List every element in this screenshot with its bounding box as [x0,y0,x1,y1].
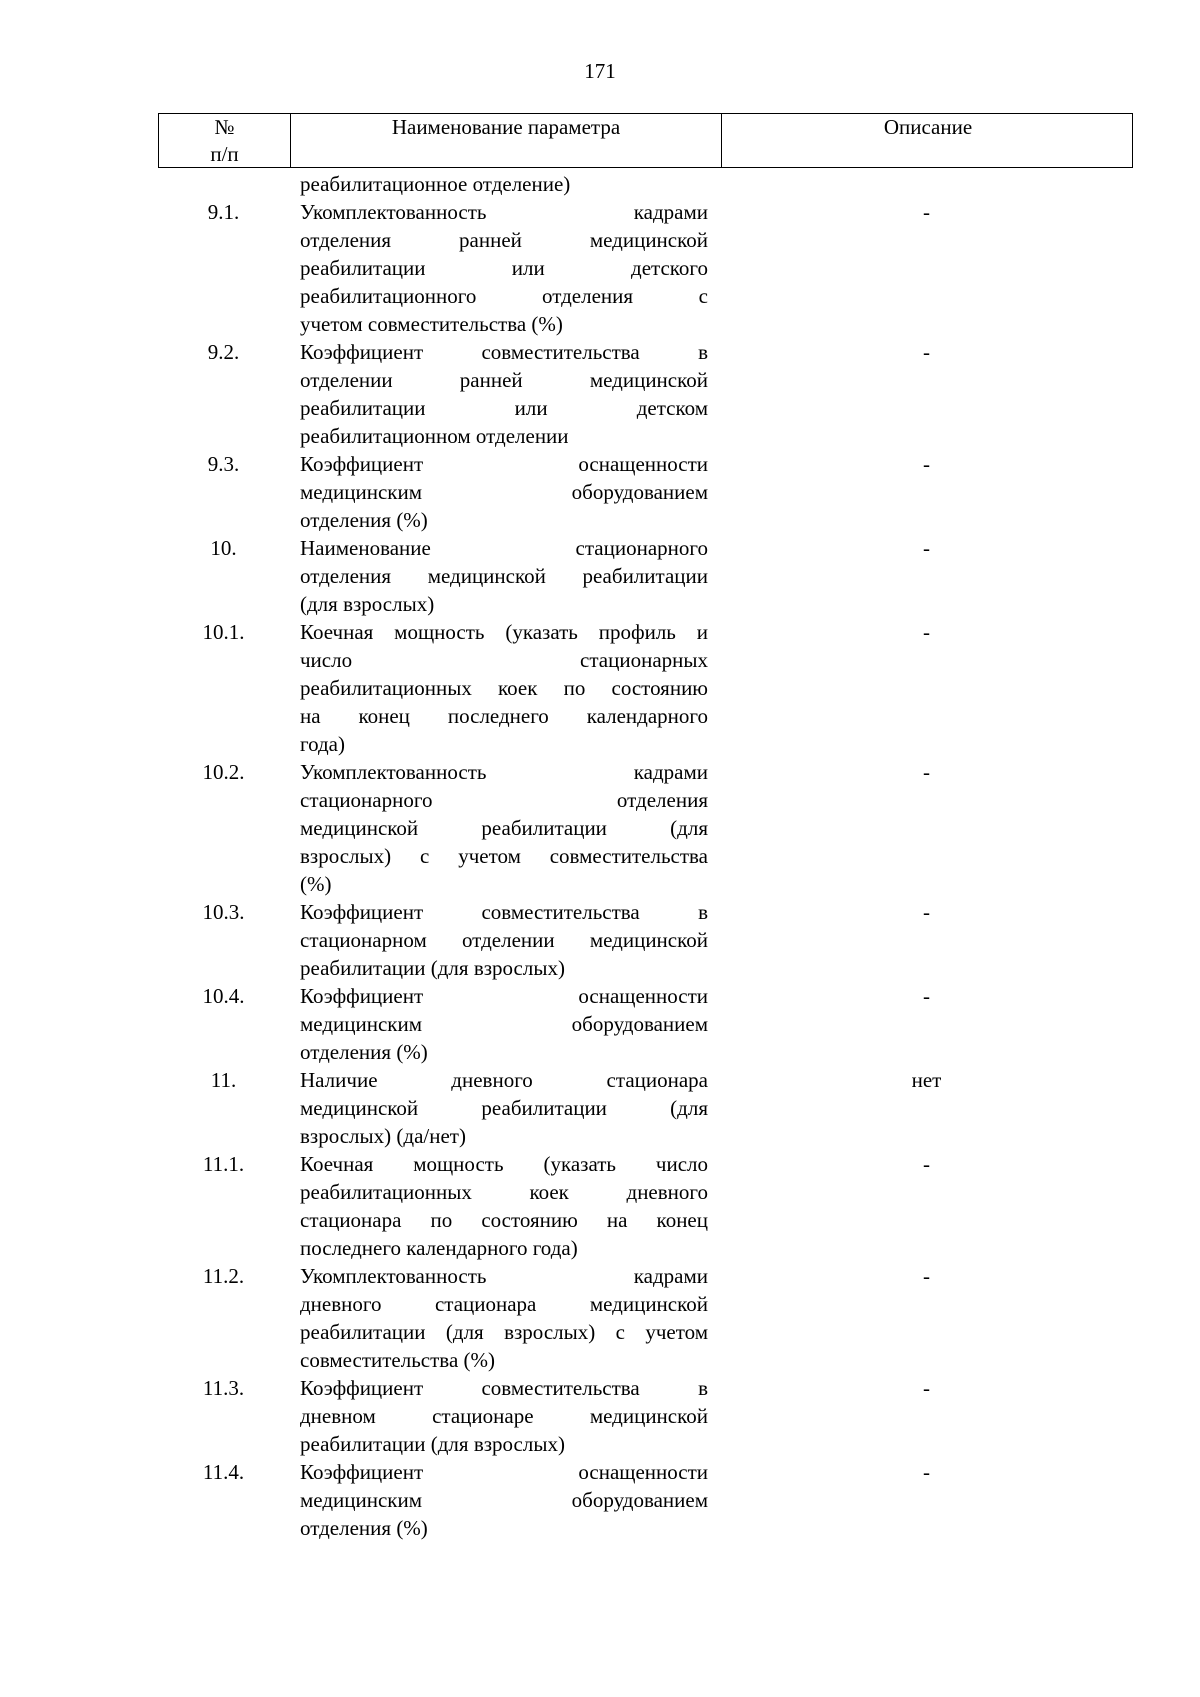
table-row [158,198,1133,338]
row-parameter-name [158,1374,708,1458]
row-description: - [923,1152,930,1176]
parameter-name-line: стационара по состоянию на конец [300,1208,708,1232]
row-parameter-name [158,1262,708,1374]
table-row [158,1150,1133,1262]
row-parameter-name [158,170,589,198]
parameter-name-line: отделения ранней медицинской [300,228,708,252]
parameter-name-line: совместительства (%) [300,1348,495,1372]
parameter-name-line: реабилитации или детском [300,396,708,420]
table-row [158,534,1133,618]
parameter-name-line: взрослых) (да/нет) [300,1124,466,1148]
row-parameter-name [158,982,708,1066]
table-row [158,618,1133,758]
row-description: - [923,536,930,560]
parameter-name-line: Коечная мощность (указать число [300,1152,708,1176]
row-number: 11.2. [202,1264,245,1288]
table-row [158,1066,1133,1150]
row-number: 10.3. [202,900,245,924]
row-description: - [923,984,930,1008]
row-description: - [923,1460,930,1484]
table-row [158,758,1133,898]
table-body [158,170,1133,1542]
parameter-name-line: дневном стационаре медицинской [300,1404,708,1428]
table-row [158,982,1133,1066]
parameter-name-line: Укомплектованность кадрами [300,760,708,784]
parameter-name-line: реабилитационных коек по состоянию [300,676,708,700]
parameter-name-line: медицинским оборудованием [300,1488,708,1512]
row-parameter-name [158,534,708,618]
row-description: - [923,1264,930,1288]
parameter-name-line: (%) [300,872,332,896]
parameter-name-line: реабилитации (для взрослых) [300,956,565,980]
row-parameter-name [158,898,708,982]
parameter-name-line: отделения (%) [300,508,428,532]
row-description [720,170,1133,198]
parameter-name-line: отделения (%) [300,1040,428,1064]
parameter-name-line: реабилитационное отделение) [300,172,571,196]
row-number: 10. [210,536,237,560]
parameter-name-line: реабилитационных коек дневного [300,1180,708,1204]
row-parameter-name [158,1066,708,1150]
header-number-symbol: № [214,115,235,139]
row-number: 10.1. [202,620,245,644]
parameter-name-line: реабилитационном отделении [300,424,569,448]
row-parameter-name [158,198,708,338]
parameter-name-line: Укомплектованность кадрами [300,1264,708,1288]
parameter-name-line: медицинским оборудованием [300,480,708,504]
row-parameter-name [158,758,708,898]
table-row [158,898,1133,982]
table-header [158,113,1133,168]
parameter-name-line: число стационарных [300,648,708,672]
parameter-name-line: стационарного отделения [300,788,708,812]
row-number: 10.2. [202,760,245,784]
parameter-name-line: отделения медицинской реабилитации [300,564,708,588]
parameter-name-line: Наличие дневного стационара [300,1068,708,1092]
header-number-abbrev: п/п [210,142,239,166]
page-number: 171 [584,59,616,83]
table-row [158,1374,1133,1458]
row-description: - [923,620,930,644]
parameter-name-line: реабилитации (для взрослых) [300,1432,565,1456]
parameter-name-line: медицинским оборудованием [300,1012,708,1036]
parameter-name-line: реабилитационного отделения с [300,284,708,308]
row-number: 9.1. [207,200,240,224]
parameter-name-line: взрослых) с учетом совместительства [300,844,708,868]
parameter-name-line: стационарном отделении медицинской [300,928,708,952]
header-number-column [159,114,290,167]
row-number: 11.3. [202,1376,245,1400]
row-parameter-name [158,1150,708,1262]
row-parameter-name [158,450,708,534]
row-description: - [923,340,930,364]
row-description: - [923,1376,930,1400]
header-parameter-name: Наименование параметра [290,114,721,167]
row-number: 11. [210,1068,237,1092]
row-description: - [923,200,930,224]
table-row [158,338,1133,450]
parameter-name-line: реабилитации или детского [300,256,708,280]
parameter-name-line: Коэффициент оснащенности [300,1460,708,1484]
row-description: - [923,760,930,784]
parameter-name-line: отделении ранней медицинской [300,368,708,392]
row-number: 11.1. [202,1152,245,1176]
row-parameter-name [158,338,708,450]
row-number: 9.2. [207,340,240,364]
parameter-name-line: Коэффициент совместительства в [300,900,708,924]
row-parameter-name [158,1458,708,1542]
row-number: 9.3. [207,452,240,476]
row-description: - [923,900,930,924]
table-row-continuation [158,170,1133,198]
table-row [158,1458,1133,1542]
parameter-name-line: Коэффициент совместительства в [300,340,708,364]
parameter-name-line: Коечная мощность (указать профиль и [300,620,708,644]
row-number: 10.4. [202,984,245,1008]
parameter-name-line: Укомплектованность кадрами [300,200,708,224]
parameter-name-line: реабилитации (для взрослых) с учетом [300,1320,708,1344]
parameter-name-line: медицинской реабилитации (для [300,816,708,840]
row-description: нет [911,1068,942,1092]
parameter-name-line: Коэффициент совместительства в [300,1376,708,1400]
parameter-name-line: последнего календарного года) [300,1236,578,1260]
parameter-name-line: (для взрослых) [300,592,435,616]
row-number: 11.4. [202,1460,245,1484]
parameter-name-line: года) [300,732,345,756]
parameter-name-line: отделения (%) [300,1516,428,1540]
parameter-name-line: медицинской реабилитации (для [300,1096,708,1120]
parameter-name-line: на конец последнего календарного [300,704,708,728]
parameter-name-line: Коэффициент оснащенности [300,984,708,1008]
parameter-name-line: учетом совместительства (%) [300,312,563,336]
row-parameter-name [158,618,708,758]
header-description: Описание [721,114,1134,167]
parameter-name-line: Наименование стационарного [300,536,708,560]
table-row [158,1262,1133,1374]
parameter-name-line: дневного стационара медицинской [300,1292,708,1316]
table-row [158,450,1133,534]
row-description: - [923,452,930,476]
parameter-name-line: Коэффициент оснащенности [300,452,708,476]
